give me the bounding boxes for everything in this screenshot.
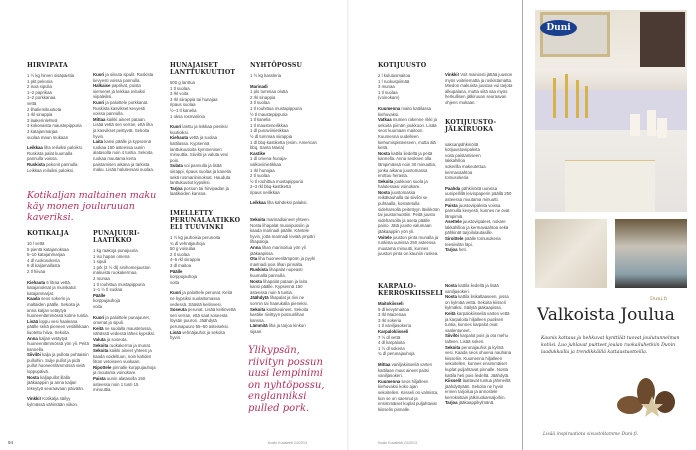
step-verb: Kiehauta <box>170 135 189 141</box>
step-text: ruokakerma ja munat. <box>109 342 152 348</box>
instruction-step <box>93 315 157 326</box>
ingredient-line: ½–1 tl kanelia <box>170 107 197 113</box>
step-text: vaniljakiisseliä varten kattilaan muut aineet paitsi vaniljasokeri. <box>378 361 432 379</box>
step-text: liha huoneenlämpöön ja pyyhi marinadi pois lihan pinnalta. <box>250 256 316 267</box>
step-verb: Nosta <box>378 189 390 195</box>
ingredient-line: 5 dl kevytmaitoa <box>378 306 410 312</box>
ingredient-line: 3 kokonaista maustepippuria <box>27 123 82 129</box>
step-verb: Valuta <box>93 336 106 342</box>
instruction-step <box>378 190 440 235</box>
instruction-step <box>378 117 440 151</box>
step-text: kaljapullot illalla jääkaappiin ja anna kaljan tekeytyä seuraavaan päivään. <box>27 374 85 391</box>
ingredient-line: ¾ dl vehnäjauhoja <box>170 240 205 246</box>
step-text: seos sokerin ja maltaiden päälle. Sekoita ja anna kaljan vetäytyä huoneenlämmössä kolme tuntia. <box>27 296 89 319</box>
table-setting-photo <box>535 10 687 212</box>
ingredient-line: ripaus neilikkaa <box>250 189 280 195</box>
step-text: Voit mainiosti jättää juuston myös voitelematta ja ruskistamatta. Miedon makuista juustoa voi tarjota alkupalana, mutta siitä saa myös herkullisen jälkiruuan seuraavan ohjeen mukaan. <box>445 72 513 105</box>
ingredient-line: 5 pientä katajanoksaa <box>27 246 69 252</box>
step-text: kansi päälle ja kypsennä ruokaa 150 asteessa uunin alatasolla noin 4 tuntia. Sekoita ruokaa muutama kerta paistamisen aikana ja tarkista maku. Lisää halutessasi suolaa. <box>93 139 154 173</box>
ingredient-line: lakkahilloa <box>445 158 466 164</box>
step-text: karpalokiisseliä varten vettä ja karpaloita hiljalleen puolisen tuntia, kunnes karpalot ovat vaalentuneet. <box>445 310 510 333</box>
ingredient-line: 1 ½ kg jauhoisia perunoita <box>170 235 221 240</box>
step-text: Kotikalja säilyy kylmässä vähintään viikon. <box>27 396 79 408</box>
step-text: liha reiluiksi paloiksi. Ruskista palat kuumalla pannulla voissa. <box>27 145 83 162</box>
step-verb: Nosta <box>378 150 390 156</box>
instruction-step <box>27 145 89 162</box>
step-text: ne suolalla maustetussa, vähässä vedessä lähes kypsiksi. <box>93 325 156 337</box>
step-text: marinadiaineet yhteen. Nosta lihapalat muovipussiin ja kaada marinadi päälle. Käntele hyvin, jotta marinadi leviää ympäri lihapaloja. <box>250 217 315 245</box>
step-text: pinnalle korppujauhoja ja muutama voinokare. <box>93 364 156 376</box>
step-verb: Tarjoa <box>445 247 458 253</box>
step-text: lihapalat pataan ja laita kansi päälle. Kypsennä 150 asteessa noin 5 tuntia. <box>250 278 308 295</box>
ingredient-line: 1 oksa rosmariinia <box>170 113 205 119</box>
ingredient-line: 1 l ruokuspiimää <box>378 78 410 84</box>
step-verb: Siivilöi <box>445 333 459 339</box>
recipe-section <box>93 230 157 393</box>
step-text: voi pannulla ja lisää siirappi, ripaus suolaa ja kanelia sekä rosmariininoksat. Hauduta lanttukuutiot kypsiksi. <box>170 163 231 186</box>
step-text: liha ja tarjoa kinkun sijaan. <box>250 323 306 334</box>
recipe-heading: HIRVIPATA <box>27 62 68 69</box>
ingredient-line: 6 dl kaljamallasta <box>27 263 60 269</box>
step-verb: Asettele <box>445 219 462 225</box>
duni-logo: Duni <box>540 20 577 36</box>
step-verb: Siivilöi <box>27 352 41 358</box>
ingredient-line: 2 tl suolaa <box>250 173 270 179</box>
step-text: kaikki aineet yhteen ja kaada voideltuun, noin kahden litran vetoiseen vuokaan. <box>93 348 152 365</box>
reindeer-napkin-photo <box>535 219 607 288</box>
ingredient-line: Marinadi <box>250 83 268 89</box>
instruction-step <box>27 396 89 407</box>
instruction-step <box>93 72 157 83</box>
step-verb: Sekoita <box>445 344 461 350</box>
step-verb: Keitä <box>445 310 456 316</box>
page-number: 94 <box>8 440 14 445</box>
ingredient-line: Päälle <box>93 292 106 298</box>
step-verb: Nosta <box>250 278 262 284</box>
step-verb: Paista <box>93 376 106 382</box>
ingredient-line: 3 rkl Maizenaa <box>378 312 406 318</box>
recipe-section <box>170 62 236 197</box>
step-verb: Ruskista <box>250 267 268 273</box>
ingredient-line: 1 rkl hunajaa <box>250 167 275 173</box>
step-text: 5 litraa vettä, katajanoksat ja murskatut katajanmarjat. <box>27 279 76 296</box>
step-text: kattila lisikaltaaseen, jossa on kylmää vettä. Sekoita kiisseli kylmäksi. Säilytä jääkaapissa. <box>445 294 509 311</box>
instruction-step <box>93 326 157 337</box>
instruction-step <box>27 319 89 336</box>
instruction-step <box>445 236 513 247</box>
step-verb: Leikkaa <box>27 145 43 151</box>
step-text: kaljan vetäytyä huoneenlämmössä yön yli. Peitä kannella. <box>27 335 89 352</box>
step-text: juustoviipaleita voissa pannulla kevyesti, kunnes ne ovat lämpimiä. <box>445 202 510 219</box>
ingredient-line: 1 tl rouhittua mustapippuria <box>93 281 145 287</box>
step-text: loppu vesi haaleana päälle sekä pieneen vesitilkkaan liuotettu hiiva. Sekoita. <box>27 318 89 335</box>
step-text: ja paloittele punajuuret, omenat ja sipuli. <box>93 314 150 326</box>
ingredient-line: 1 kg raakoja punajuuria <box>93 248 138 253</box>
ingredient-line: 2 tl hiivaa <box>27 268 46 274</box>
recipe-heading: NYHTÖPOSSU <box>250 62 303 69</box>
ingredient-line: kotijuustoviipaleita <box>445 147 480 153</box>
recipe-section <box>27 62 89 173</box>
ingredient-line: sokerilla makeutettua kermavaahtoa <box>445 163 486 175</box>
step-verb: Vinkki! <box>445 72 460 77</box>
ingredient-line: voita <box>93 303 103 309</box>
step-verb: Lisää <box>27 318 38 324</box>
ingredient-line: 1 tl rouhittua mustapippuria <box>250 105 302 111</box>
step-text: kattila liedeltä ja lisää vaniljasokeri. <box>445 283 499 294</box>
ingredient-line: 1 iso hapan omena <box>93 253 130 259</box>
ingredient-line: 10 l vettä <box>27 241 45 246</box>
step-verb: Kuori <box>170 124 182 130</box>
step-text: pekonit pannulla. Leikkaa reiluiksi paloiksi. <box>27 161 79 173</box>
step-verb: Leikkaa <box>250 200 266 206</box>
instruction-step <box>445 247 513 253</box>
step-text: uunin alatasolla 150 asteessa noin 1 tunti 15 minuuttia. <box>93 376 146 393</box>
recipe-heading: IMELLETTY PERUNALAATIKKO ELI TUUVINKI <box>170 210 241 231</box>
ingredient-line: ripaus suolaa <box>170 102 196 108</box>
step-verb: Anna <box>250 244 261 250</box>
ingredient-line: suolaa maun mukaan <box>27 134 69 140</box>
ingredient-line: 1–2 porkkanaa <box>27 95 56 101</box>
step-verb: Sekoita <box>93 348 109 354</box>
instruction-step <box>378 106 440 117</box>
instruction-step <box>445 345 513 379</box>
step-verb: Kuori <box>93 72 105 77</box>
step-verb: Sekoita <box>378 178 394 184</box>
step-verb: Vinkki! <box>27 396 42 402</box>
instruction-step <box>250 245 318 256</box>
instruction-step <box>250 279 318 296</box>
step-text: jääkaappikylmänä. <box>458 400 495 406</box>
step-verb: Vatkaa <box>378 117 392 123</box>
ad-more-link: Lisää inspiraatiota sivustoltamme Duni.fi. <box>543 432 639 437</box>
recipe-section <box>27 230 89 408</box>
step-text: liha kahdeksi palaksi. <box>266 200 308 206</box>
step-text: perunat. Lisää keitinvettä sen verran, että saat soseesta löysän puuron. Jäähdytä perunapuuro 55–60 asteiseksi. <box>170 307 236 329</box>
step-verb: Lämmitä <box>250 323 268 329</box>
ingredient-line: 1 tl kanelia <box>250 117 271 123</box>
ingredient-line: 1 dl omena-hunaja-valkoviinietikkaa <box>250 156 288 167</box>
step-text: perunajauhot ja kylmä vesi. Kaada seos ohuena nauhana kiisseliin. Kuumenna hiljalleen sekoitellen, kunnes ensimmäiset kuplat puljahtavat pinnalle. Nosta kattila heti pois liedeltä. Jäähdytä. <box>445 344 512 378</box>
ingredient-line: 2–3 rkl bbq-kastiketta <box>250 184 291 190</box>
step-text: lihapalat ja riivi ne sormin tai haarukalla pieneksi. <box>250 295 308 306</box>
step-verb: Voitele <box>378 234 392 240</box>
step-text: paprikat, poista siemenet ja leikkaa reiluiksi viipaleiksi. <box>93 83 146 100</box>
instruction-step <box>27 280 89 297</box>
step-text: pähkinöitä uunissa uunipellillä leivinpaperin päällä 250 asteessa muutama minuutti. <box>445 185 512 202</box>
step-text: ja paloittele perunat. Keitä ne kypsiksi suolattomassa vedessä. Säästä keitinvesi. <box>170 290 233 307</box>
step-text: seos hiljalleen kiehuvaksi koko ajan sekoitellen. Kiisseli on valmista, kun se on saennut ja ensimmäiset kuplat puljahtavat kiisselin pinnalle. <box>378 378 439 412</box>
step-verb: Nosta <box>445 294 457 300</box>
step-verb: Tarjoa <box>445 400 458 406</box>
step-text: ja paloittele porkkanat. Ruskista kasvikset kevyesti voissa pannulla. <box>93 99 149 117</box>
step-verb: Tarjoa <box>170 185 183 191</box>
recipe-heading: HUNAJAISET LANTTUKUUTIOT <box>170 62 236 76</box>
ingredient-line: 1 ½ kg kassleria <box>250 73 282 78</box>
pinecone-right <box>655 391 675 413</box>
step-verb: Nosta <box>445 283 457 288</box>
recipe-heading: KOTIJUUSTO <box>378 62 427 69</box>
ingredient-line: 1 tl vaniljasokeria <box>378 323 411 329</box>
step-text: heti. <box>458 247 467 253</box>
ingredient-line: 2 isoa sipulia <box>27 84 52 90</box>
step-text: karpalot pois ja ota mehu talteen. Lisää sokeri. <box>445 333 509 344</box>
recipe-heading: KOTIKALJA <box>27 230 69 237</box>
footer-left: Kodin Kuvalehti 24/2013 <box>268 441 307 445</box>
ingredient-line: 4–5 rkl siirappia <box>170 257 201 263</box>
ingredient-line: 2 l kulutusmaitoa <box>378 73 411 78</box>
step-text: juuston pinta munalla ja ruskista uunissa 250 asteessa muutama minuutti, kunnes juuston pinta on kauniin ruskea. <box>378 234 439 257</box>
instruction-step <box>27 375 89 392</box>
footer-right: Kodin Kuvalehti 24/2013 <box>378 441 417 445</box>
recipe-heading: PUNAJUURI-LAATIKKO <box>93 230 140 244</box>
recipe-section <box>445 72 513 253</box>
step-text: laattavat tuntua jähmeiltä jäähdyttyään. Sekoita ne hyvin ennen tarjoilua ja annostele kerroksittain jälkiruokamaljoihin. <box>445 378 511 400</box>
instruction-step <box>250 200 318 206</box>
ingredient-line: Päälle <box>170 268 183 274</box>
step-verb: Kaada <box>27 296 40 302</box>
recipe-section <box>93 72 157 173</box>
instruction-step <box>27 352 89 374</box>
ingredient-line: 50 g voisulaa <box>170 246 196 252</box>
instruction-step <box>93 139 157 173</box>
ingredient-line: 1 dl bbq-kastiketta (esim. American bbq, Santa Maria) <box>250 139 317 151</box>
ingredient-line: vettä <box>27 100 37 106</box>
ad-lead-text: Kaunis kattaus ja hehkuvat kynttilät tuovat joulutunnelman kotiisi. Luo juhlavat puitteet joulan ruokailuhetkiin Dunin laadukkailla ja trendikkäillä kattaustuotteilla. <box>541 336 680 356</box>
pinecones-image <box>610 372 680 422</box>
instruction-step <box>250 307 318 324</box>
step-verb: Laita <box>93 139 104 145</box>
step-verb: Mittaa <box>378 361 391 367</box>
step-text: kalja ja pullota puhtaisiin pulloihin. Sulje pullot ja pidä pullot huoneenlämmössä vielä loppupäivä. <box>27 352 89 375</box>
step-text: lihan marinoitua yön yli jääkaapissa. <box>250 244 306 256</box>
instruction-step <box>170 186 236 197</box>
step-verb: Kiisselit <box>445 378 462 384</box>
ingredient-line: 1 plo tummaa olutta <box>250 89 288 95</box>
instruction-step <box>445 294 513 311</box>
step-text: juustoviipaleet, nokare lakkahilloa ja kermavaahtoa sekä pähkinät tarjoilulautasille. <box>445 219 509 236</box>
step-verb: Soseuta <box>170 307 187 313</box>
duni-site-link[interactable]: Duni.fi <box>650 296 667 302</box>
recipe-section <box>250 62 318 206</box>
instruction-step <box>93 348 157 365</box>
instruction-step <box>93 100 157 117</box>
ingredient-line: tomusokeria <box>445 175 469 181</box>
ingredient-line: 500 g lanttua <box>170 80 195 85</box>
step-verb: Mittaa <box>93 116 106 122</box>
ingredient-line: 5–10 katajanmarjaa <box>27 252 65 258</box>
ingredient-line: 1 tl mausteneilikkaa <box>250 122 288 128</box>
step-text: kattila liedeltä ja peitä kannella. Anna seoksen olla lämpimässä noin 30 minuuttia, jonka aikana juustomassa erottuu herasta. <box>378 150 437 179</box>
ingredient-line: 4 dl karpaloita <box>378 340 405 346</box>
ingredient-line: korppujauhoja <box>93 298 120 304</box>
ingredient-line: voita paistamiseen <box>445 152 481 158</box>
ingredient-line: 2 tl suolaa <box>170 251 190 257</box>
step-text: kastikeaineet. Sekoita kastike riivittyyn possunlihan kanssa. <box>250 306 309 323</box>
ingredient-line: 3 katajanmarjaa <box>27 128 58 134</box>
step-text: vehnäjauhot ja sekoita hyvin. <box>170 329 225 341</box>
step-verb: Sekoita <box>93 342 109 348</box>
instruction-step <box>445 378 513 400</box>
instruction-step <box>170 135 236 163</box>
instruction-step <box>93 376 157 393</box>
step-verb: Kuori <box>93 99 105 105</box>
ingredient-line: 1–1 ½ tl suolaa <box>93 287 123 293</box>
step-verb: Paista <box>445 202 458 208</box>
instruction-step <box>445 72 513 106</box>
ingredient-line: 3 rkl voita <box>170 91 189 97</box>
step-verb: Paahda <box>445 185 461 191</box>
instruction-step <box>170 124 236 135</box>
ingredient-line: 3 dl maitoa <box>170 262 192 268</box>
instruction-step <box>93 83 157 100</box>
ingredient-line: korppujauhoja <box>170 274 197 280</box>
step-text: joukkoon suola ja halutessasi voinokare. <box>378 178 428 190</box>
step-verb: Keitä <box>93 325 104 331</box>
ingredient-line: ½ tl rouhittua mustapippuria <box>250 178 304 184</box>
instruction-step <box>170 163 236 185</box>
recipe-section <box>170 210 241 341</box>
instruction-step <box>445 203 513 220</box>
ingredient-line: 3 laakerinlehteä <box>27 117 58 123</box>
step-text: kaikki aineet pataan. Lisää vettä sen verran, että liha ja kasvikset peittyvät. Sekoita hyvin. <box>93 116 153 139</box>
instruction-step <box>378 379 440 413</box>
ingredient-line: 1 ½ kg hirven sisäpaistia <box>27 73 75 78</box>
recipe-section <box>250 217 318 334</box>
ingredient-line: ¾ dl perunajauhoja <box>378 351 415 357</box>
ingredient-line: Maitokiisseli <box>378 301 404 306</box>
ingredient-line: 3 rkl siirappia tai hunajaa <box>170 96 218 102</box>
step-verb: Kuori <box>93 314 105 320</box>
step-text: päälle tomusokeria teesiivilän läpi. <box>445 236 501 247</box>
ingredient-line: saksanpähkinöitä <box>445 141 479 147</box>
step-verb: Kiehauta <box>27 279 46 285</box>
column-divider <box>522 0 523 450</box>
candles-photo <box>615 219 687 288</box>
instruction-step <box>445 219 513 236</box>
step-verb: Nosta <box>27 374 39 380</box>
step-text: possun tai hirvipadan ja laatikoiden kanssa. <box>170 185 229 197</box>
ingredient-line: 3 tl suolaa <box>250 100 270 106</box>
instruction-step <box>445 283 513 294</box>
step-verb: Lisää <box>170 329 181 335</box>
ingredient-line: 2 rkl sinappia <box>250 94 276 100</box>
page-spine <box>347 0 349 450</box>
pull-quote-kotikalja: Kotikaljan maltainen maku käy monen jouluruuan kaveriksi. <box>27 190 157 223</box>
ingredient-line: 1 tl suolaa <box>378 89 398 95</box>
instruction-step <box>93 365 157 376</box>
ingredient-line: 1 pkt pekonia <box>27 78 53 84</box>
ingredient-line: voita <box>170 279 180 285</box>
step-text: lihapalat nopeasti kuumalla pannulla. <box>250 267 303 278</box>
instruction-step <box>445 333 513 344</box>
instruction-step <box>250 256 318 267</box>
ingredient-line: 3 munaa <box>378 84 395 90</box>
step-verb: Kuumenna <box>378 105 401 111</box>
ingredient-line: ½ dl tummaa siirappia <box>250 133 293 139</box>
step-verb: Siroittele <box>445 236 464 242</box>
step-verb: Halkaise <box>93 83 111 89</box>
instruction-step <box>170 290 236 307</box>
instruction-step <box>170 330 236 341</box>
instruction-step <box>27 162 89 173</box>
recipe-heading: KOTIJUUSTO-JÄLKIRUOKA <box>445 118 497 133</box>
instruction-step <box>250 323 318 334</box>
step-verb: Ruskista <box>27 161 45 167</box>
recipe-heading: KARPALO-KERROSKIISSELI <box>378 283 443 297</box>
ingredient-line: 1 ½ dl sokeria <box>378 345 405 351</box>
instruction-step <box>93 117 157 139</box>
step-text: maito kattilassa kiehuvaksi. <box>378 105 432 117</box>
ingredient-line: 1 dl punaviinietikkaa <box>250 128 289 134</box>
ingredient-line: Kastike <box>250 150 266 156</box>
ingredient-line: 3 rkl sokeria <box>378 317 402 323</box>
instruction-step <box>250 267 318 278</box>
ingredient-line: 2 lihaliemikuutiota <box>27 106 62 112</box>
instruction-step <box>250 295 318 306</box>
ingredient-line: 1 prk (2 ½ dl) sinihomejuuston makuista ruokakermaa <box>93 264 151 276</box>
instruction-step <box>27 336 89 353</box>
instruction-step <box>445 186 513 203</box>
ingredient-line: 1–2 paprikaa <box>27 89 52 95</box>
recipe-section <box>378 283 443 412</box>
step-verb: Sekoita <box>250 306 266 312</box>
step-text: ja soseuta. <box>106 336 128 342</box>
step-text: vettä ja suolaa kattilassa. Kypsennä lanttukuutioita kymmenisen minuuttia. Siivilöi ja valuta vesi pois. <box>170 135 229 163</box>
instruction-step <box>378 151 440 179</box>
ingredient-line: 1 sipuli <box>93 259 107 265</box>
recipe-section <box>445 283 513 406</box>
step-verb: Kuumenna <box>378 378 401 384</box>
ingredient-line: Karpalokiisseli <box>378 328 409 334</box>
step-verb: Ripottele <box>93 364 112 370</box>
ingredient-line: 7 ½ dl vettä <box>378 334 401 340</box>
step-text: munien rakenne rikki ja sekoita piimän joukkoon. Lisää seos kuumaan maitoon. Kuumenna uudelleen kiehumispisteeseen, mutta älä keitä. <box>378 117 438 151</box>
instruction-step <box>378 362 440 379</box>
ingredient-line: (voinokare) <box>378 95 400 101</box>
instruction-step <box>378 235 440 257</box>
step-text: lanttu ja leikkaa pieniksi kuutioiksi. <box>170 124 228 135</box>
instruction-step <box>27 296 89 318</box>
ad-title: Valkoista Joulua <box>537 305 675 325</box>
ingredient-line: ½ tl maustepippuria <box>250 111 288 117</box>
ingredient-line: 1 rkl sinappia <box>27 112 53 118</box>
step-verb: Jäähdytä <box>250 295 269 301</box>
pull-quote-nyhtopossu: Ylikypsän, riivityn possun uusi lempinimi on nyhtöpossu, englanniksi pulled pork. <box>248 345 325 414</box>
instruction-step <box>170 307 236 329</box>
step-verb: Anna <box>27 335 38 341</box>
step-text: ja siivuta sipulit. Ruskista kevyesti voissa pannulla. <box>93 72 154 83</box>
instruction-step <box>445 400 513 406</box>
step-verb: Kuori <box>170 290 182 296</box>
ingredient-line: 2 munaa <box>93 275 110 281</box>
step-verb: Sekoita <box>250 217 266 222</box>
step-verb: Sulata <box>170 163 183 169</box>
instruction-step <box>250 217 318 245</box>
ingredient-line: 4 dl ruokosokeria <box>27 257 60 263</box>
recipe-section <box>378 62 440 257</box>
instruction-step <box>378 179 440 190</box>
ingredient-line: 1 tl suolaa <box>170 85 190 91</box>
step-text: juustomassa reikäkauhalla tai siivilöi se puhtaalla, kostutetulla sideharsolla peitettyyn lävikköön tai juustomuottiin. Peitä juusto sideharsolla ja aseta päälle paino. Jätä juusto valumaan jääkaappiin yön yli. <box>378 189 440 235</box>
instruction-step <box>445 311 513 333</box>
step-verb: Ota <box>250 256 258 262</box>
